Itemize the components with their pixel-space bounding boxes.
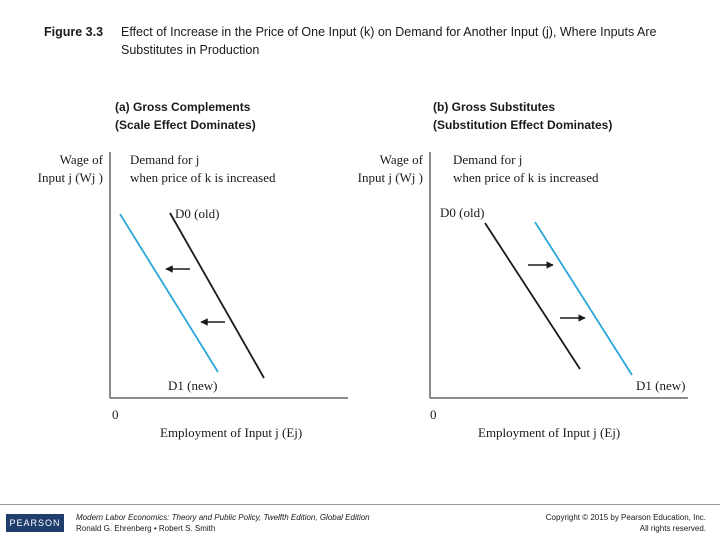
panel-a-title-line2: (Scale Effect Dominates)	[115, 118, 256, 132]
panel-a-d1-label: D1 (new)	[168, 378, 218, 393]
copyright-line1: Copyright © 2015 by Pearson Education, Inc.	[545, 513, 706, 522]
panel-a-d0-curve	[170, 213, 264, 378]
book-authors: Ronald G. Ehrenberg • Robert S. Smith	[76, 524, 216, 533]
panel-b-title-line2: (Substitution Effect Dominates)	[433, 118, 613, 132]
panel-a	[38, 100, 348, 440]
panel-b-d0-label: D0 (old)	[440, 205, 485, 220]
panel-b-demand-label-line1: Demand for j	[453, 152, 523, 167]
panel-b-x-label: Employment of Input j (Ej)	[478, 425, 621, 440]
panel-a-demand-label-line2: when price of k is increased	[130, 170, 276, 185]
copyright-notice	[546, 512, 706, 534]
book-citation	[76, 512, 370, 534]
figure-label: Figure 3.3	[44, 25, 104, 39]
panel-a-d1-curve	[120, 214, 218, 372]
panel-b-d0-curve	[485, 223, 580, 369]
panel-a-origin: 0	[112, 407, 119, 422]
panel-a-title-line1: (a) Gross Complements	[115, 100, 251, 114]
copyright-line2: All rights reserved.	[639, 524, 706, 533]
panel-a-demand-label-line1: Demand for j	[130, 152, 200, 167]
panel-b-demand-label-line2: when price of k is increased	[453, 170, 599, 185]
panel-b-d1-label: D1 (new)	[636, 378, 686, 393]
panel-b-origin: 0	[430, 407, 437, 422]
figure-caption: Effect of Increase in the Price of One Input (k) on Demand for Another Input (j), Where Inputs Are Substitutes in Production	[121, 25, 657, 57]
pearson-logo: PEARSON	[6, 514, 64, 532]
book-title: Modern Labor Economics: Theory and Public Policy, Twelfth Edition, Global Edition	[76, 513, 370, 522]
panel-b-title-line1: (b) Gross Substitutes	[433, 100, 556, 114]
panel-a-d0-label: D0 (old)	[175, 206, 220, 221]
panel-b-y-label-line2: Input j (Wj )	[357, 170, 423, 185]
panel-a-y-label-line2: Input j (Wj )	[37, 170, 103, 185]
panel-b-y-label-line1: Wage of	[379, 152, 423, 167]
footer-divider	[0, 504, 720, 505]
panel-b	[358, 100, 688, 440]
panel-b-d1-curve	[535, 222, 632, 375]
panel-a-x-label: Employment of Input j (Ej)	[160, 425, 303, 440]
panel-a-y-label-line1: Wage of	[59, 152, 103, 167]
